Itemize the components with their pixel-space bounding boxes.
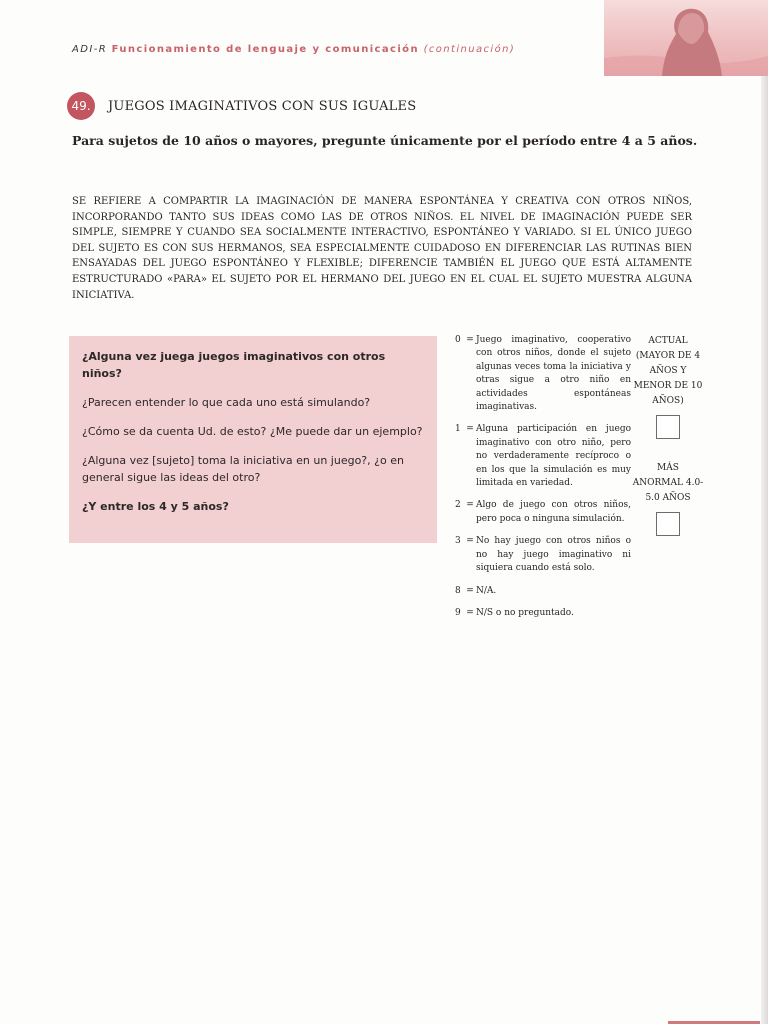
code-number: 3 <box>455 536 461 547</box>
code-description: N/S o no preguntado. <box>476 607 574 618</box>
header-brand: ADI-R <box>72 44 108 55</box>
code-item: 3 = No hay juego con otros niños o no hay juego imaginativo ni siquiera cuando está solo. <box>455 535 631 575</box>
header-title: Funcionamiento de lenguaje y comunicación <box>111 44 419 55</box>
code-item: 2 = Algo de juego con otros niños, pero poca o ninguna simulación. <box>455 499 631 526</box>
code-item: 8 = N/A. <box>455 585 631 598</box>
code-number: 0 <box>455 335 461 345</box>
prompt-5: ¿Y entre los 4 y 5 años? <box>82 500 229 513</box>
question-number-badge: 49. <box>67 92 95 120</box>
running-header <box>72 44 515 55</box>
code-number: 9 <box>455 607 461 618</box>
interview-prompts-box <box>69 336 437 543</box>
prompt-4: ¿Alguna vez [sujeto] toma la iniciativa en un juego?, ¿o en general sigue las ideas del otro? <box>82 454 404 484</box>
prompt-1: ¿Alguna vez juega juegos imaginativos con otros niños? <box>82 350 386 380</box>
code-item: 0 = Juego imaginativo, cooperativo con otros niños, donde el sujeto algunas veces toma la iniciativa y otras sigue a otro niño en actividades espontáneas imaginativas. <box>455 334 631 414</box>
prompt-2: ¿Parecen entender lo que cada uno está simulando? <box>82 396 371 409</box>
code-number: 8 <box>455 585 461 596</box>
coding-list <box>455 334 631 629</box>
question-instruction: Para sujetos de 10 años o mayores, pregunte únicamente por el período entre 4 a 5 años. <box>72 133 698 148</box>
code-number: 1 <box>455 424 461 435</box>
rating-label-actual: ACTUAL (MAYOR DE 4 AÑOS Y MENOR DE 10 AÑOS) <box>633 336 703 406</box>
code-item: 1 = Alguna participación en juego imaginativo con otro niño, pero no verdaderamente recíproco o en los que la simulación es muy limitada en variedad. <box>455 423 631 490</box>
header-continuation: (continuación) <box>423 44 516 55</box>
code-description: No hay juego con otros niños o no hay juego imaginativo ni siquiera cuando está solo. <box>476 536 631 574</box>
code-description: Alguna participación en juego imaginativo con otro niño, pero no verdaderamente recíproco o en los que la simulación es muy limitada en variedad. <box>476 424 631 489</box>
rating-box-actual[interactable] <box>656 415 680 439</box>
code-description: Algo de juego con otros niños, pero poca o ninguna simulación. <box>476 500 631 524</box>
rating-box-mas-anormal[interactable] <box>656 512 680 536</box>
page-edge <box>761 0 768 1024</box>
code-description: Juego imaginativo, cooperativo con otros niños, donde el sujeto algunas veces toma la iniciativa y otras sigue a otro niño en actividades espontáneas imaginativas. <box>476 335 631 413</box>
prompt-3: ¿Cómo se da cuenta Ud. de esto? ¿Me puede dar un ejemplo? <box>82 425 423 438</box>
rating-label-mas-anormal: MÁS ANORMAL 4.0-5.0 AÑOS <box>632 463 704 503</box>
header-photo <box>604 0 768 76</box>
code-item: 9 = N/S o no preguntado. <box>455 607 631 620</box>
rating-column <box>632 334 704 536</box>
code-number: 2 <box>455 500 461 511</box>
code-description: N/A. <box>476 585 497 596</box>
question-heading <box>67 92 416 120</box>
question-title: JUEGOS IMAGINATIVOS CON SUS IGUALES <box>108 98 417 114</box>
question-description: SE REFIERE A COMPARTIR LA IMAGINACIÓN DE MANERA ESPONTÁNEA Y CREATIVA CON OTROS NIÑOS, INCORPORANDO TANTO SUS IDEAS COMO LAS DE OTROS NIÑOS. EL NIVEL DE IMAGINACIÓN PUEDE SER SIMPLE, SIEMPRE Y CUANDO SEA SOCIALMENTE INTERACTIVO, ESPONTÁNEO Y VARIADO. SI EL ÚNICO JUEGO DEL SUJETO ES CON SUS HERMANOS, SEA ESPECIALMENTE CUIDADOSO EN DIFERENCIAR LAS RUTINAS BIEN ENSAYADAS DEL JUEGO ESPONTÁNEO Y FLEXIBLE; DIFERENCIE TAMBIÉN EL JUEGO QUE ESTÁ ALTAMENTE ESTRUCTURADO «PARA» EL SUJETO POR EL HERMANO DEL JUEGO EN EL CUAL EL SUJETO MUESTRA ALGUNA INICIATIVA. <box>72 196 692 301</box>
